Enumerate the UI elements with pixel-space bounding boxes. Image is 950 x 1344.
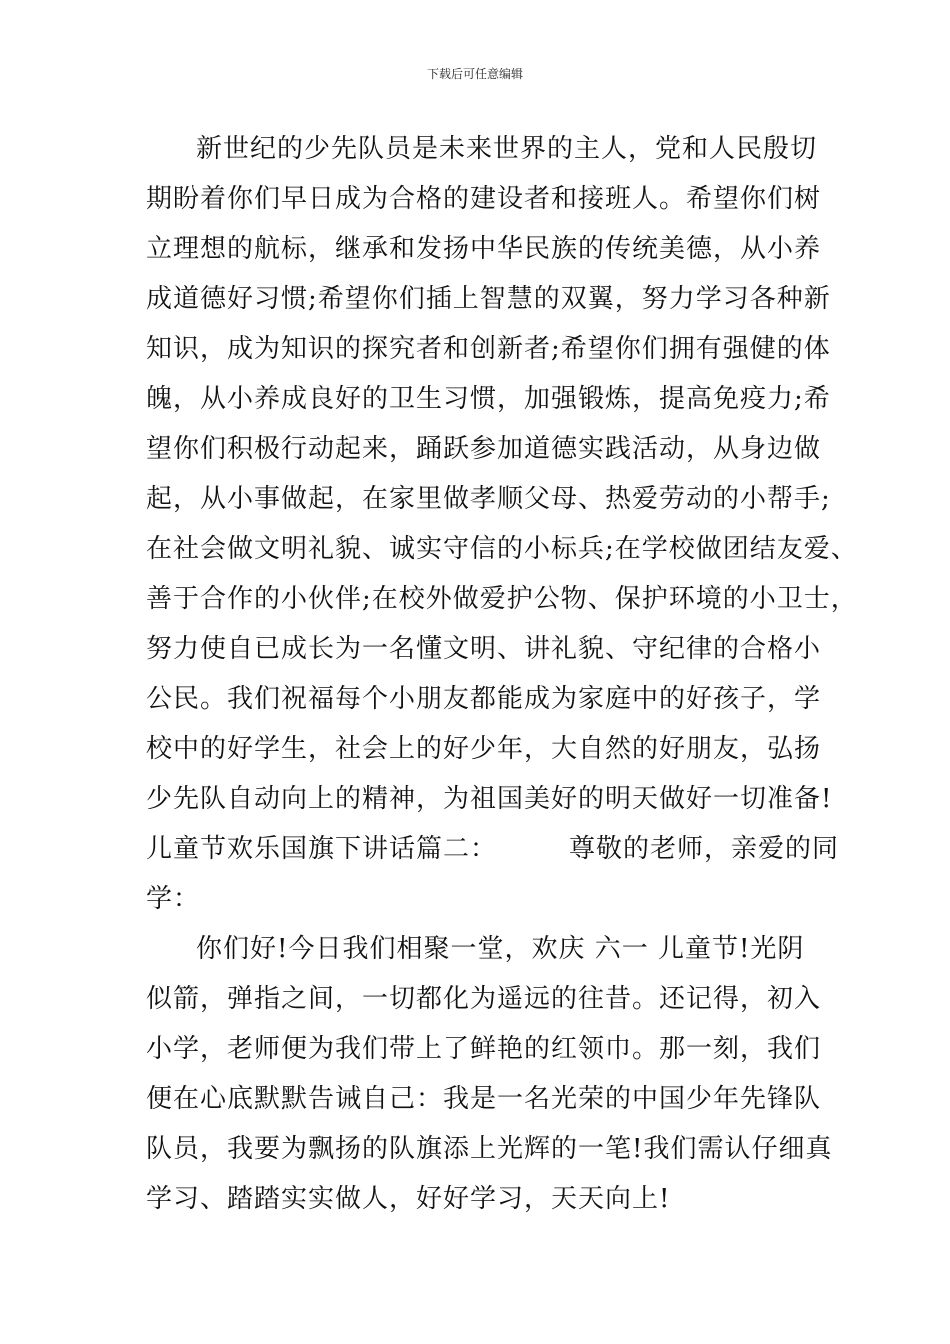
paragraph-line: 小学，老师便为我们带上了鲜艳的红领巾。那一刻，我们 [146,1034,822,1064]
paragraph-line: 魄，从小养成良好的卫生习惯，加强锻炼，提高免疫力;希 [146,384,831,414]
greeting: 尊敬的老师，亲爱的同 [569,834,840,864]
paragraph-line: 知识，成为知识的探究者和创新者;希望你们拥有强健的体 [146,334,831,364]
paragraph-line: 努力使自已成长为一名懂文明、讲礼貌、守纪律的合格小 [146,634,822,664]
paragraph-line: 学习、踏踏实实做人，好好学习，天天向上! [146,1184,671,1214]
paragraph-line: 少先队自动向上的精神，为祖国美好的明天做好一切准备! [146,784,833,814]
header-note: 下载后可任意编辑 [426,67,523,81]
paragraph-line: 善于合作的小伙伴;在校外做爱护公物、保护环境的小卫士， [146,584,858,614]
paragraph-line: 起，从小事做起，在家里做孝顺父母、热爱劳动的小帮手; [146,484,831,514]
section-title: 儿童节欢乐国旗下讲话篇二： [146,834,498,864]
paragraph-line: 在社会做文明礼貌、诚实守信的小标兵;在学校做团结友爱、 [146,534,858,564]
paragraph-line: 你们好!今日我们相聚一堂，欢庆 六一 儿童节!光阴 [196,934,805,964]
paragraph-line: 队员，我要为飘扬的队旗添上光辉的一笔!我们需认仔细真 [146,1134,833,1164]
paragraph-line: 期盼着你们早日成为合格的建设者和接班人。希望你们树 [146,184,822,214]
paragraph-line: 望你们积极行动起来，踊跃参加道德实践活动，从身边做 [146,434,822,464]
paragraph-line: 便在心底默默告诫自己：我是一名光荣的中国少年先锋队 [146,1084,822,1114]
paragraph-line: 立理想的航标，继承和发扬中华民族的传统美德，从小养 [146,234,822,264]
section-heading-line [146,832,840,866]
paragraph-line: 校中的好学生，社会上的好少年，大自然的好朋友，弘扬 [146,734,822,764]
paragraph-line: 新世纪的少先队员是未来世界的主人，党和人民殷切 [196,134,818,164]
paragraph-line: 成道德好习惯;希望你们插上智慧的双翼，努力学习各种新 [146,284,831,314]
paragraph-line: 似箭，弹指之间，一切都化为遥远的往昔。还记得，初入 [146,984,822,1014]
paragraph-line: 公民。我们祝福每个小朋友都能成为家庭中的好孩子，学 [146,684,822,714]
greeting-continuation: 学： [146,884,201,914]
